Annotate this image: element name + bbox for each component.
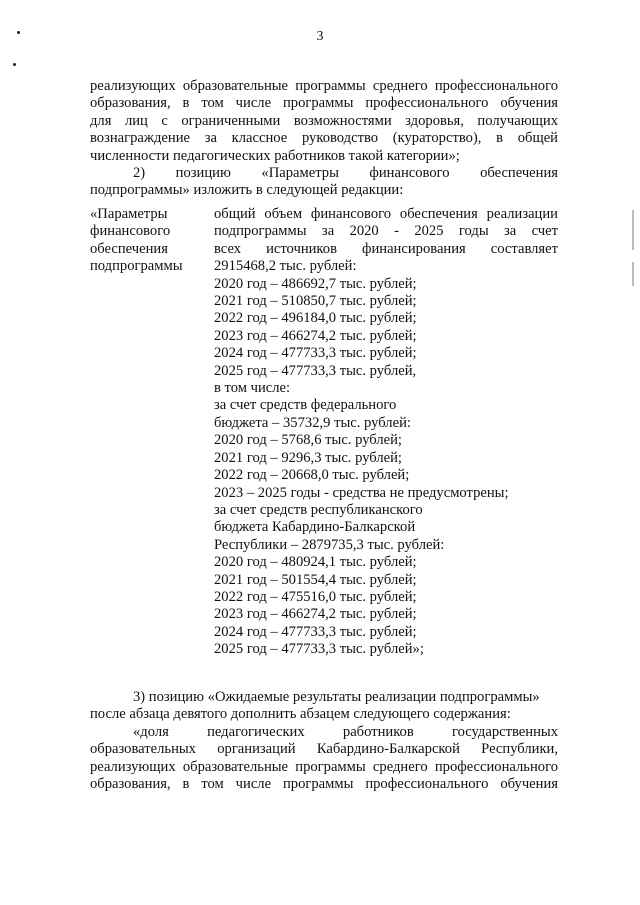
- text-line: образовательных организаций Кабардино-Балкарской Республики,: [90, 741, 558, 758]
- text-line: образования, в том числе программы профессионального обучения: [90, 776, 558, 793]
- text-line: реализующих образовательные программы среднего профессионального: [90, 758, 558, 775]
- table-right-line: 2023 год – 466274,2 тыс. рублей;: [214, 606, 417, 623]
- table-right-line: 2023 год – 466274,2 тыс. рублей;: [214, 327, 417, 344]
- top-paragraph: [90, 78, 558, 165]
- table-left-line: финансового: [90, 223, 171, 240]
- table-right-line: за счет средств федерального: [214, 397, 397, 414]
- scan-edge-mark: [632, 210, 634, 250]
- scan-edge-mark: [632, 262, 634, 286]
- table-right-line: 2020 год – 5768,6 тыс. рублей;: [214, 432, 402, 449]
- table-right-line: в том числе:: [214, 380, 291, 397]
- text-line: подпрограммы» изложить в следующей редакции:: [90, 182, 404, 199]
- table-right-line: Республики – 2879735,3 тыс. рублей:: [214, 536, 445, 553]
- table-right-line: 2915468,2 тыс. рублей:: [214, 258, 357, 275]
- text-line: вознаграждение за классное руководство (кураторство), в общей: [90, 130, 558, 147]
- table-right-column: [214, 206, 558, 659]
- table-right-line: 2024 год – 477733,3 тыс. рублей;: [214, 345, 417, 362]
- text-line: 3) позицию «Ожидаемые результаты реализации подпрограммы»: [133, 689, 540, 705]
- table-right-line: общий объем финансового обеспечения реализации: [214, 206, 558, 222]
- text-line: численности педагогических работников такой категории»;: [90, 147, 460, 164]
- table-right-line: 2021 год – 510850,7 тыс. рублей;: [214, 293, 417, 310]
- table-right-line: 2025 год – 477733,3 тыс. рублей»;: [214, 641, 424, 658]
- text-line: «доля педагогических работников государственных: [133, 723, 558, 740]
- text-line: после абзаца девятого дополнить абзацем следующего содержания:: [90, 706, 511, 723]
- page-number: 3: [316, 29, 324, 44]
- table-right-line: подпрограммы за 2020 - 2025 годы за счет: [214, 223, 558, 240]
- table-right-line: 2023 – 2025 годы - средства не предусмотрены;: [214, 484, 509, 501]
- table-right-line: 2021 год – 501554,4 тыс. рублей;: [214, 571, 417, 588]
- table-right-line: 2024 год – 477733,3 тыс. рублей;: [214, 623, 417, 640]
- text-line: 2) позицию «Параметры финансового обеспечения: [133, 165, 558, 181]
- table-right-line: бюджета Кабардино-Балкарской: [214, 519, 416, 536]
- table-right-line: 2022 год – 20668,0 тыс. рублей;: [214, 467, 410, 484]
- scan-speck: [13, 63, 16, 66]
- text-line: образования, в том числе программы профессионального обучения: [90, 95, 558, 112]
- table-left-line: «Параметры: [90, 206, 168, 222]
- table-right-line: 2021 год – 9296,3 тыс. рублей;: [214, 449, 402, 466]
- table-right-line: 2022 год – 496184,0 тыс. рублей;: [214, 310, 417, 327]
- table-right-line: за счет средств республиканского: [214, 501, 423, 518]
- item-3-paragraph: [90, 689, 558, 793]
- table-left-line: обеспечения: [90, 240, 168, 257]
- table-left-column: [90, 206, 210, 276]
- table-right-line: 2025 год – 477733,3 тыс. рублей,: [214, 362, 417, 379]
- text-line: реализующих образовательные программы среднего профессионального: [90, 78, 558, 94]
- table-right-line: всех источников финансирования составляет: [214, 240, 558, 257]
- table-right-line: 2020 год – 486692,7 тыс. рублей;: [214, 275, 417, 292]
- table-left-line: подпрограммы: [90, 258, 183, 275]
- text-line: для лиц с ограниченными возможностями здоровья, получающих: [90, 112, 558, 129]
- item-2-paragraph: [90, 165, 558, 200]
- table-right-line: 2020 год – 480924,1 тыс. рублей;: [214, 554, 417, 571]
- table-right-line: бюджета – 35732,9 тыс. рублей:: [214, 414, 411, 431]
- table-right-line: 2022 год – 475516,0 тыс. рублей;: [214, 588, 417, 605]
